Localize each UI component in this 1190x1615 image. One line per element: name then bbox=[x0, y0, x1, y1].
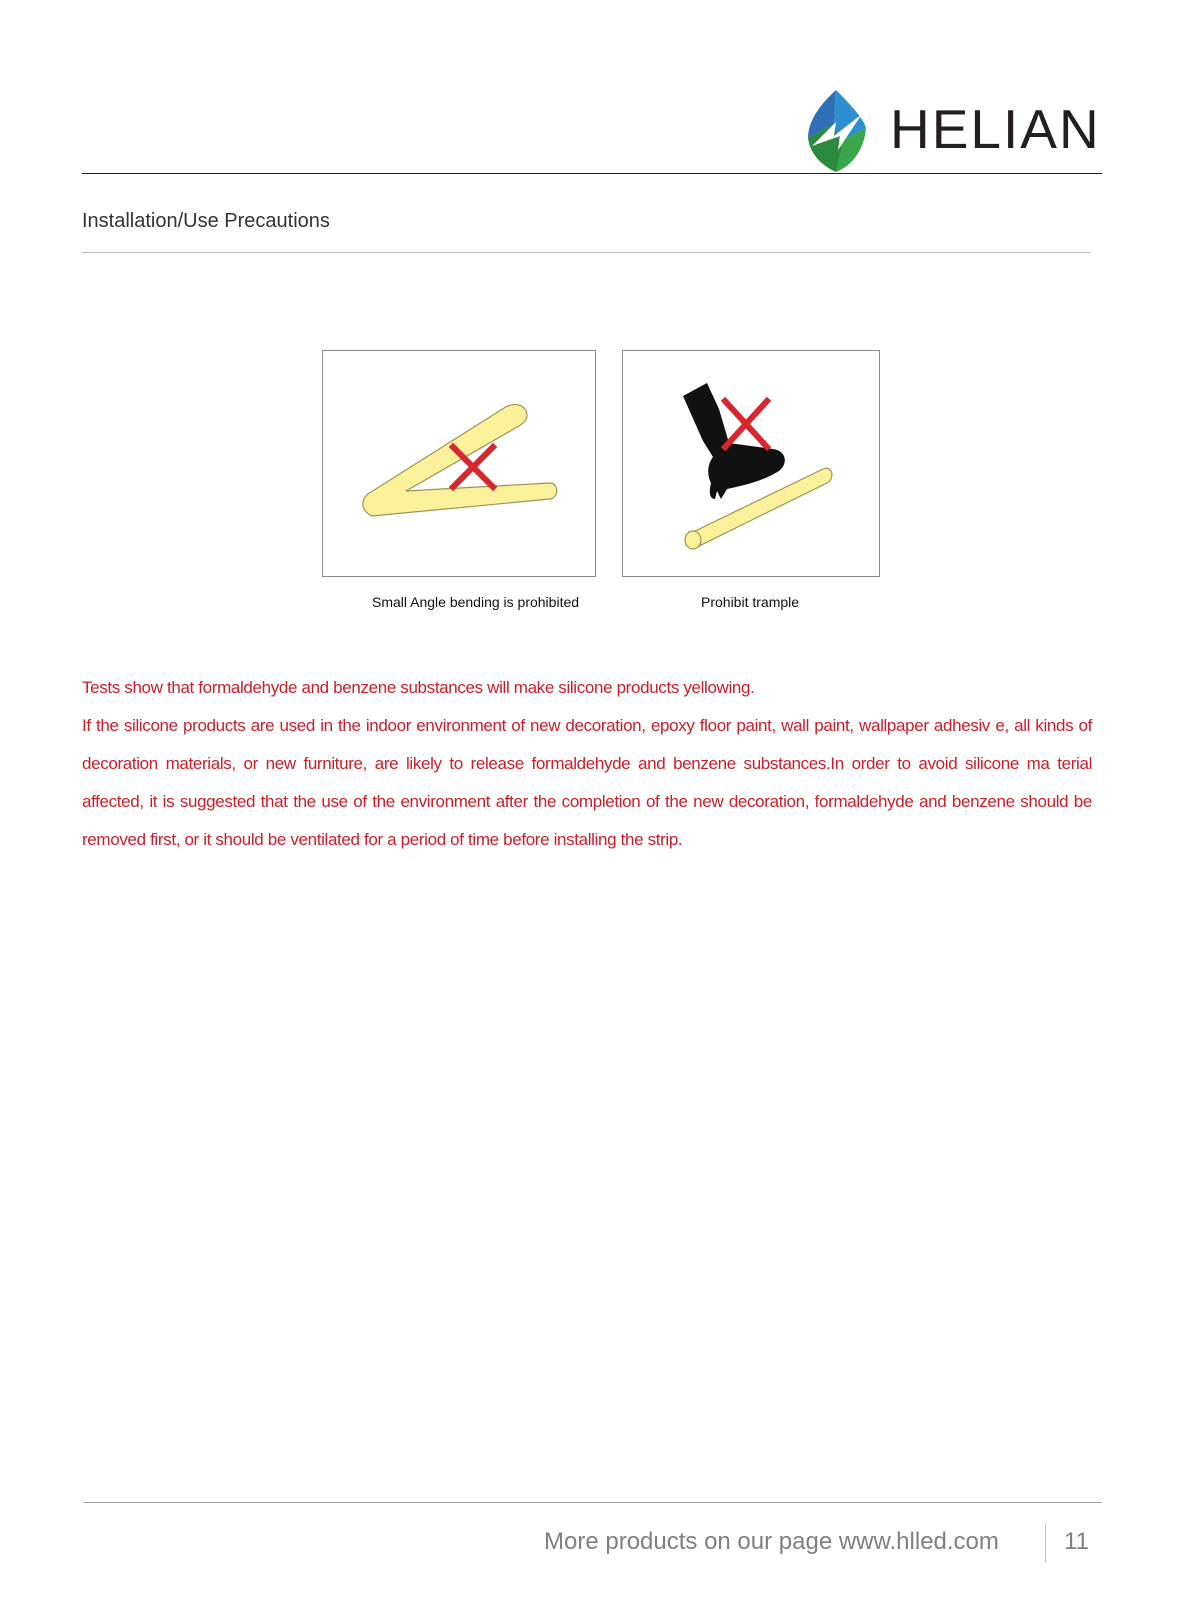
figure-caption-trample: Prohibit trample bbox=[701, 594, 800, 610]
warning-notes bbox=[82, 669, 1092, 859]
figure-caption-bending: Small Angle bending is prohibited bbox=[372, 594, 580, 610]
footer-website-text: More products on our page www.hlled.com bbox=[544, 1528, 999, 1555]
bent-strip-prohibited-icon bbox=[323, 351, 595, 576]
footer-rule bbox=[84, 1502, 1102, 1503]
footer-divider bbox=[1045, 1524, 1046, 1562]
brand-name: HELIAN bbox=[890, 98, 1101, 160]
helian-leaf-logo-icon bbox=[806, 88, 870, 172]
prohibit-cross-icon bbox=[725, 401, 767, 447]
helian-logo bbox=[806, 88, 1106, 172]
section-rule bbox=[82, 252, 1090, 253]
boot-trample-prohibited-icon bbox=[623, 351, 879, 576]
header-rule bbox=[82, 173, 1102, 174]
warning-paragraph: If the silicone products are used in the indoor environment of new decoration, epoxy floor paint, wall paint, wallpaper adhesiv e, all kinds of decoration materials, or new furniture, are likely to release formaldehyde and benzene substances.In order to avoid silicone ma terial affected, it is suggested that the use of the environment after the completion of the new decoration, formaldehyde and benzene should be removed first, or it should be ventilated for a period of time before installing the strip. bbox=[82, 716, 1092, 849]
section-title: Installation/Use Precautions bbox=[82, 210, 330, 232]
warning-paragraph: Tests show that formaldehyde and benzene substances will make silicone products yellowing. bbox=[82, 678, 755, 697]
figure-bending bbox=[322, 350, 596, 577]
figure-trample bbox=[622, 350, 880, 577]
page-number: 11 bbox=[1064, 1528, 1089, 1555]
